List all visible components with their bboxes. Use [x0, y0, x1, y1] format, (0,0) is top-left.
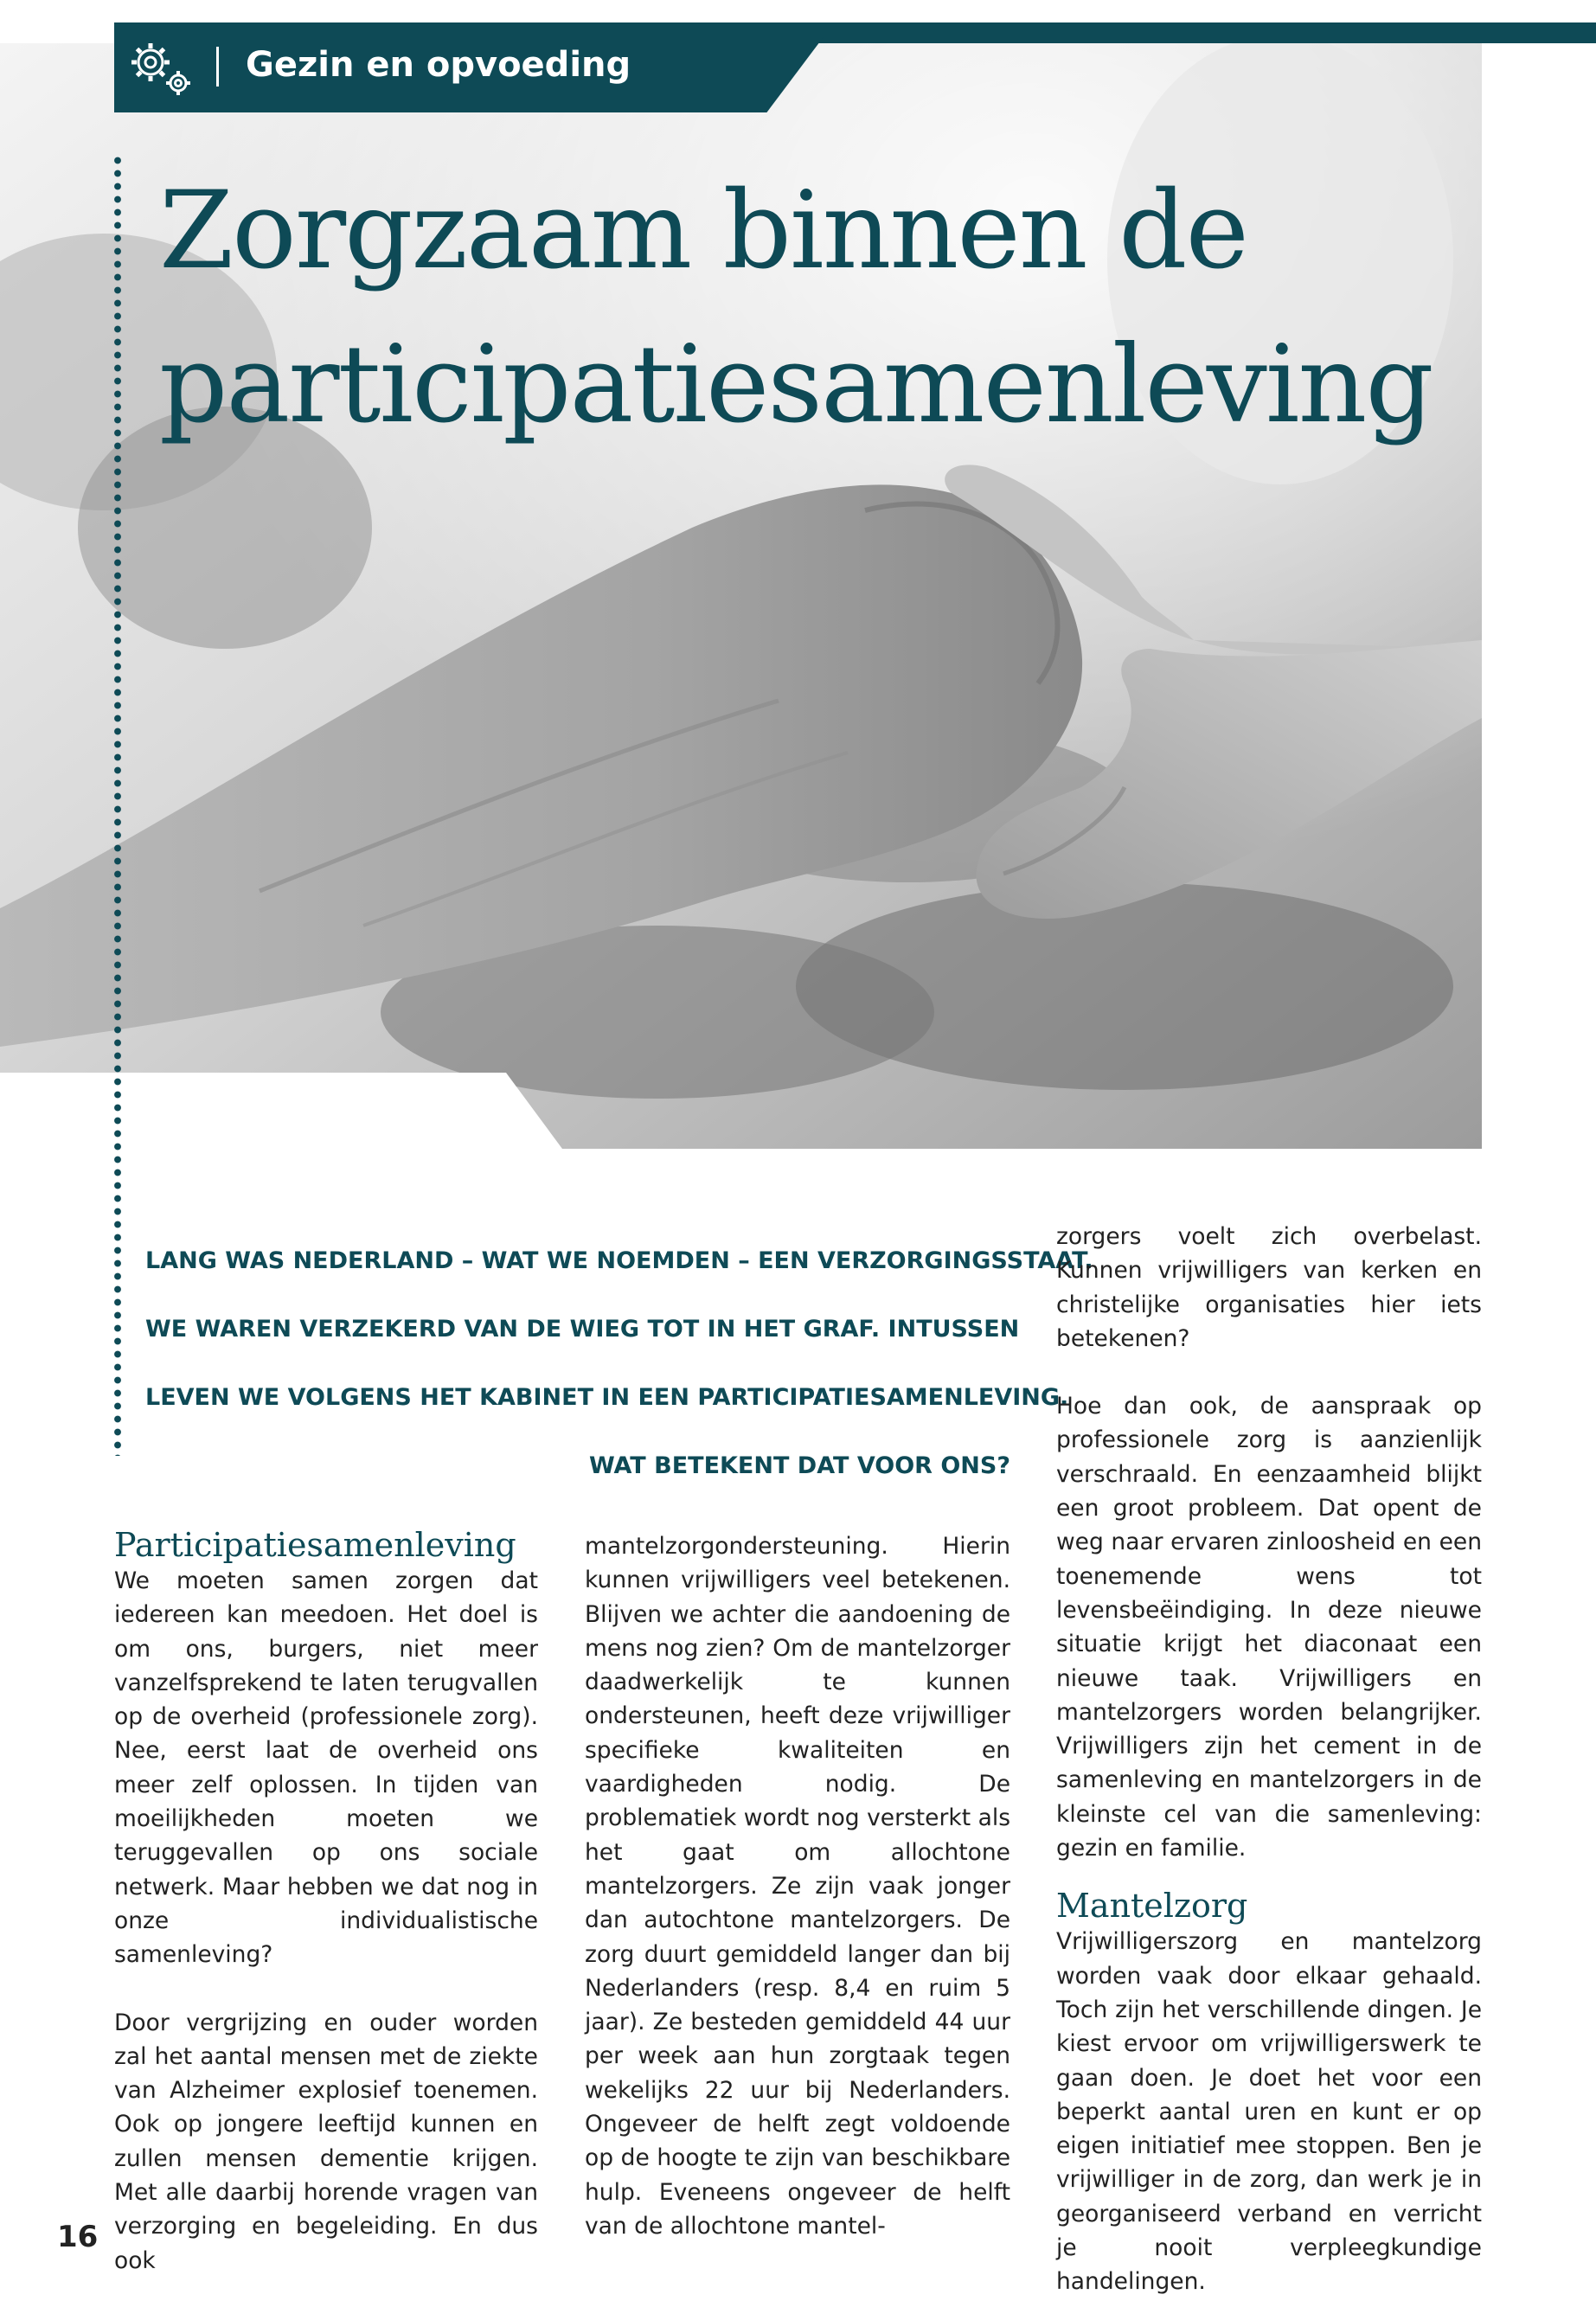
intro-lead: [145, 1227, 1093, 1500]
intro-line: LANG WAS NEDERLAND – WAT WE NOEMDEN – EEN VERZORGINGSSTAAT.: [145, 1247, 1093, 1274]
column-1: [114, 1526, 538, 2278]
paragraph: Hoe dan ook, de aanspraak op professionele zorg is aanzienlijk verschraald. En eenzaamheid blijkt een groot probleem. Dat opent de weg naar ervaren zinloosheid en een toenemende wens tot levensbeëindiging. In deze nieuwe situatie krijgt het diaconaat een nieuwe taak. Vrijwilligers en mantelzorgers worden belangrijker. Vrijwilligers zijn het cement in de samenleving en mantelzorgers in de kleinste cel van die samenleving: gezin en familie.: [1056, 1393, 1482, 1862]
intro-line: WAT BETEKENT DAT VOOR ONS?: [588, 1452, 1010, 1479]
column-2: [585, 1529, 1010, 2243]
paragraph: Door vergrijzing en ouder worden zal het aantal mensen met de ziekte van Alzheimer explosief toenemen. Ook op jongere leeftijd kunnen en zullen mensen dementie krijgen. Met alle daarbij horende vragen van verzorging en begeleiding. En dus ook: [114, 2009, 538, 2274]
column-3: [1056, 1220, 1482, 2299]
intro-line: LEVEN WE VOLGENS HET KABINET IN EEN PARTICIPATIESAMENLEVING.: [145, 1384, 1069, 1411]
intro-line: WE WAREN VERZEKERD VAN DE WIEG TOT IN HET GRAF. INTUSSEN: [145, 1316, 1020, 1343]
dotted-rule: [114, 154, 121, 1456]
title-line-2: participatiesamenleving: [159, 323, 1433, 447]
paragraph: Vrijwilligerszorg en mantelzorg worden vaak door elkaar gehaald. Toch zijn het verschillende dingen. Je kiest ervoor om vrijwilligerswerk te gaan doen. Je doet het voor een beperkt aantal uren en kunt er op eigen initiatief mee stoppen. Ben je vrijwilliger in de zorg, dan werk je in georganiseerd verband en verricht je nooit verpleegkundige handelingen.: [1056, 1928, 1482, 2296]
page-number: 16: [57, 2220, 99, 2254]
paragraph: zorgers voelt zich overbelast. Kunnen vrijwilligers van kerken en christelijke organisaties hier iets betekenen?: [1056, 1223, 1482, 1352]
tab-separator: [216, 47, 219, 87]
title-line-1: Zorgzaam binnen de: [159, 169, 1247, 293]
article-title: [159, 154, 1433, 462]
section-label: Gezin en opvoeding: [246, 45, 631, 85]
section-heading-participatie: Participatiesamenleving: [114, 1526, 516, 1564]
gears-icon: [126, 38, 195, 100]
paragraph: mantelzorgondersteuning. Hierin kunnen vrijwilligers veel betekenen. Blijven we achter die aandoening de mens nog zien? Om de mantelzorger daadwerkelijk te kunnen ondersteunen, heeft deze vrijwilliger specifieke kwaliteiten en vaardigheden nodig. De problematiek wordt nog versterkt als het gaat om allochtone mantelzorgers. Ze zijn vaak jonger dan autochtone mantelzorgers. De zorg duurt gemiddeld langer dan bij Nederlanders (resp. 8,4 en ruim 5 jaar). Ze besteden gemiddeld 44 uur per week aan hun zorgtaak tegen wekelijks 22 uur bij Nederlanders. Ongeveer de helft zegt voldoende op de hoogte te zijn van beschikbare hulp. Eveneens ongeveer de helft van de allochtone mantel-: [585, 1533, 1010, 2240]
section-heading-mantelzorg: Mantelzorg: [1056, 1887, 1248, 1926]
paragraph: We moeten samen zorgen dat iedereen kan meedoen. Het doel is om ons, burgers, niet meer vanzelfsprekend te laten terugvallen op de overheid (professionele zorg). Nee, eerst laat de overheid ons meer zelf oplossen. In tijden van moeilijkheden moeten we teruggevallen op ons sociale netwerk. Maar hebben we dat nog in onze individualistische samenleving?: [114, 1567, 538, 1969]
